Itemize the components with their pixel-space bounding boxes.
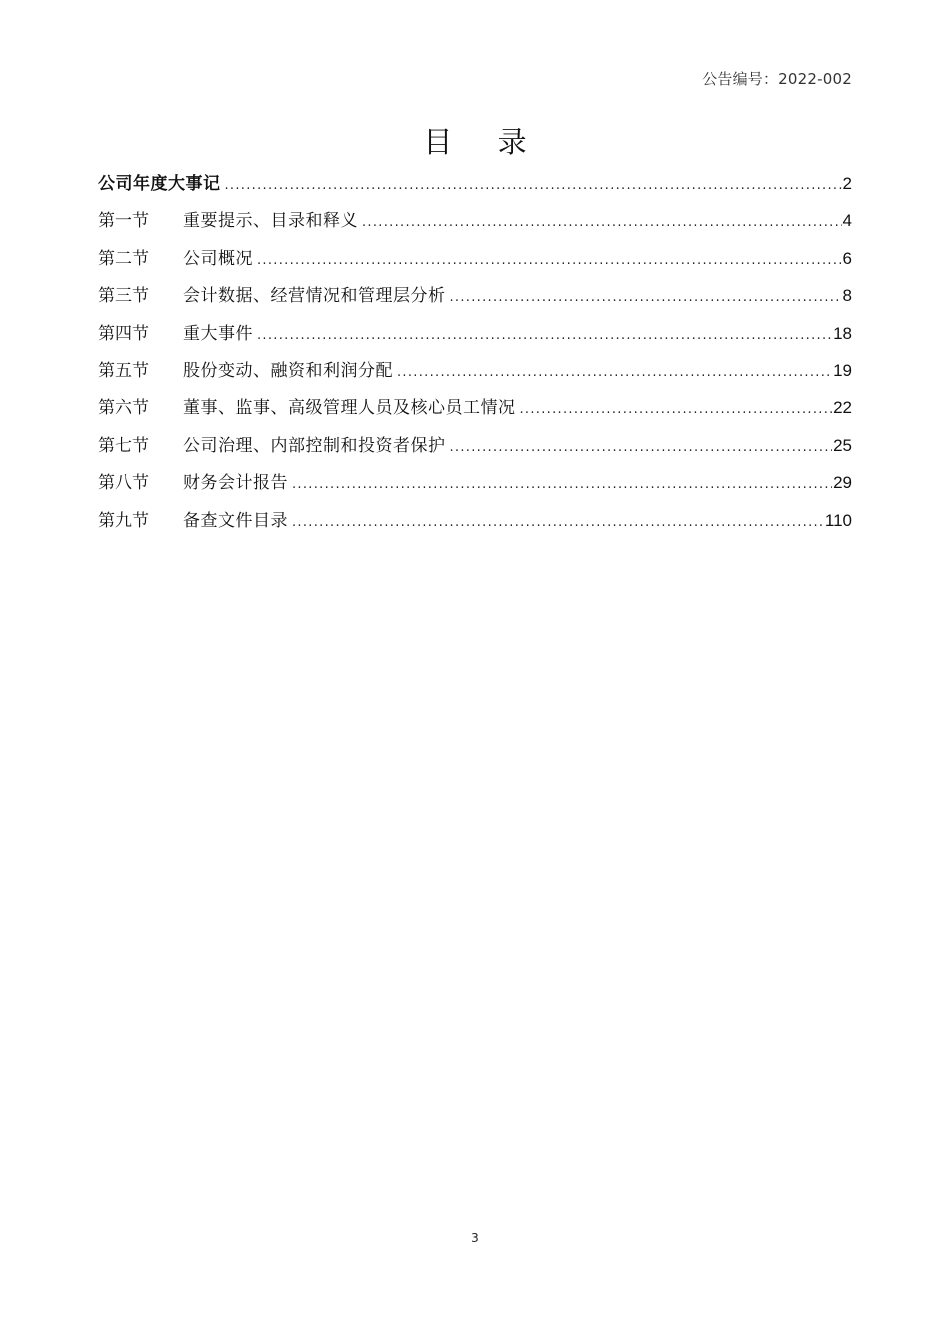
toc-entry-section-3[interactable] [98, 281, 852, 318]
toc-entry-section-8[interactable] [98, 468, 852, 505]
toc-entry-label: 公司概况 [183, 248, 253, 269]
toc-entry-section-5[interactable] [98, 356, 852, 393]
toc-entry-page: 22 [833, 398, 852, 418]
toc-section-number: 第六节 [98, 398, 149, 419]
toc-entry-page: 2 [842, 174, 852, 193]
toc-entry-page: 4 [842, 211, 852, 231]
toc-entry-label: 重要提示、目录和释义 [183, 211, 358, 232]
toc-entry-page: 19 [833, 360, 852, 380]
toc-section-number: 第四节 [98, 323, 149, 344]
toc-entry-label: 会计数据、经营情况和管理层分析 [183, 286, 446, 307]
toc-entry-label: 公司治理、内部控制和投资者保护 [183, 435, 446, 456]
toc-entry-page: 25 [833, 435, 852, 455]
toc-entry-label: 公司年度大事记 [98, 174, 221, 194]
toc-leader-dots [257, 246, 842, 276]
toc-entry-section-9[interactable] [98, 506, 852, 543]
toc-leader-dots [397, 358, 832, 388]
toc-leader-dots [520, 395, 833, 425]
toc-leader-dots [450, 433, 833, 463]
toc-entry-section-6[interactable] [98, 393, 852, 430]
toc-entry-section-1[interactable] [98, 206, 852, 243]
toc-leader-dots [292, 470, 832, 500]
toc-leader-dots [450, 283, 842, 313]
toc-entry-page: 8 [842, 286, 852, 306]
toc-entry-section-2[interactable] [98, 244, 852, 281]
toc-entry-label: 重大事件 [183, 323, 253, 344]
toc-entry-label: 股份变动、融资和利润分配 [183, 360, 393, 381]
toc-section-number: 第三节 [98, 286, 149, 307]
toc-entry-section-4[interactable] [98, 319, 852, 356]
toc-entry-page: 110 [824, 510, 852, 530]
toc-section-number: 第二节 [98, 248, 149, 269]
toc-section-number: 第九节 [98, 510, 149, 531]
toc-leader-dots [225, 171, 842, 201]
toc-entry-section-7[interactable] [98, 431, 852, 468]
page-number: 3 [471, 1231, 479, 1245]
toc-section-number: 第八节 [98, 473, 149, 494]
toc-section-number: 第七节 [98, 435, 149, 456]
toc-entry-page: 29 [833, 473, 852, 493]
toc-leader-dots [362, 208, 842, 238]
toc-leader-dots [257, 321, 832, 351]
table-of-contents [98, 169, 852, 543]
toc-entry-highlights[interactable] [98, 169, 852, 206]
toc-entry-page: 18 [833, 323, 852, 343]
toc-entry-label: 备查文件目录 [183, 510, 288, 531]
announcement-number: 公告编号：2022-002 [702, 70, 852, 88]
toc-entry-label: 财务会计报告 [183, 473, 288, 494]
toc-leader-dots [292, 508, 824, 538]
toc-entry-page: 6 [842, 248, 852, 268]
toc-section-number: 第五节 [98, 360, 149, 381]
toc-section-number: 第一节 [98, 211, 149, 232]
toc-entry-label: 董事、监事、高级管理人员及核心员工情况 [183, 398, 516, 419]
page-title: 目 录 [423, 125, 545, 159]
